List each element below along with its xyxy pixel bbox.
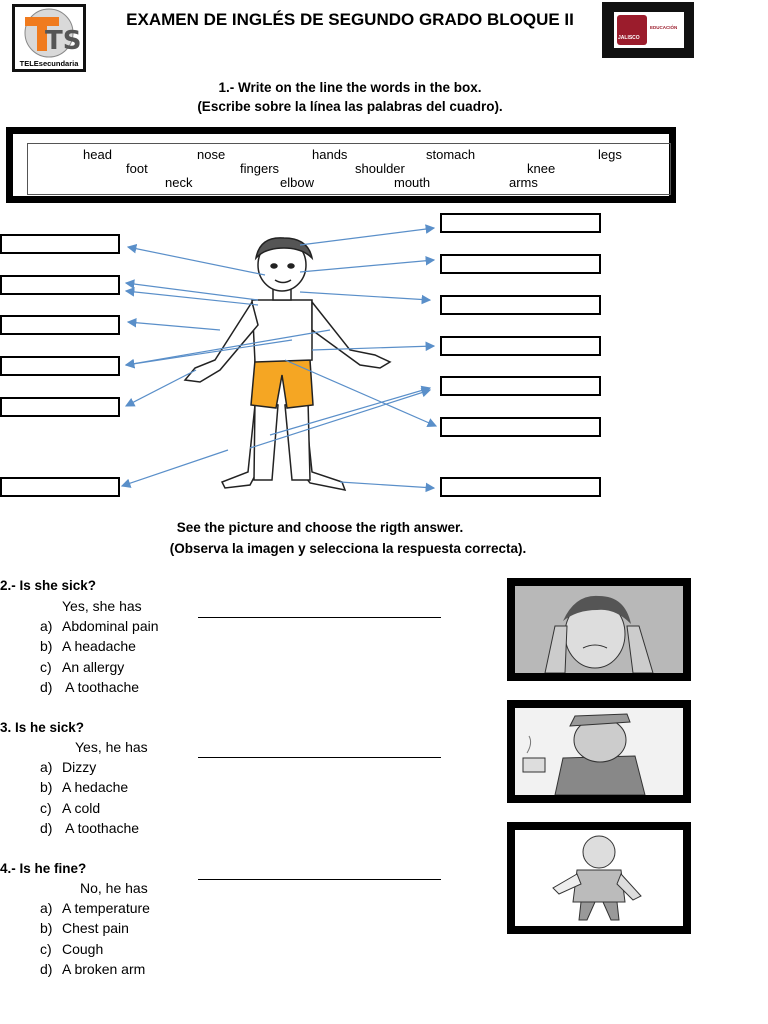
word-item: knee	[527, 161, 556, 176]
word-item: stomach	[426, 147, 476, 162]
instruction-1-es: (Escribe sobre la línea las palabras del cuadro).	[197, 99, 503, 114]
instruction-2-en: See the picture and choose the rigth answer.	[176, 520, 464, 535]
option-a[interactable]: a) A temperature	[40, 900, 150, 916]
jalisco-sub: EDUCACIÓN	[650, 25, 678, 30]
boy-figure	[185, 238, 390, 490]
option-a[interactable]: a) Abdominal pain	[40, 618, 159, 634]
jalisco-logo	[602, 2, 694, 58]
word-item: shoulder	[355, 161, 405, 176]
answer-box-right-1[interactable]	[440, 213, 601, 233]
photo-man-cold	[507, 700, 691, 803]
answer-line[interactable]	[198, 617, 441, 618]
question-title: 3. Is he sick?	[0, 720, 85, 735]
answer-box-left-1[interactable]	[0, 234, 120, 254]
word-item: mouth	[394, 175, 431, 190]
telesecundaria-logo	[12, 4, 86, 72]
answer-box-left-6[interactable]	[0, 477, 120, 497]
option-b[interactable]: b) A headache	[40, 638, 136, 654]
word-item: head	[83, 147, 112, 162]
word-item: elbow	[280, 175, 314, 190]
option-c[interactable]: c) A cold	[40, 800, 101, 816]
option-b[interactable]: b) A hedache	[40, 779, 129, 795]
jalisco-label: JALISCO	[618, 35, 640, 41]
page-title: EXAMEN DE INGLÉS DE SEGUNDO GRADO BLOQUE II	[126, 10, 574, 29]
option-c[interactable]: c) Cough	[40, 941, 104, 957]
word-box-inner	[27, 143, 671, 195]
question-response: Yes, she has	[62, 598, 142, 614]
answer-box-left-3[interactable]	[0, 315, 120, 335]
option-b[interactable]: b) Chest pain	[40, 920, 129, 936]
answer-box-right-4[interactable]	[440, 336, 601, 356]
answer-box-right-5[interactable]	[440, 376, 601, 396]
option-d[interactable]: d) A broken arm	[40, 961, 146, 977]
answer-box-left-5[interactable]	[0, 397, 120, 417]
word-item: foot	[126, 161, 148, 176]
option-a[interactable]: a) Dizzy	[40, 759, 97, 775]
photo-woman-headache	[507, 578, 691, 681]
word-item: neck	[165, 175, 193, 190]
answer-box-right-7[interactable]	[440, 477, 601, 497]
word-item: arms	[509, 175, 538, 190]
question-title: 2.- Is she sick?	[0, 578, 97, 593]
word-item: hands	[312, 147, 348, 162]
option-d[interactable]: d) A toothache	[40, 820, 140, 836]
question-title: 4.- Is he fine?	[0, 861, 87, 876]
question-response: Yes, he has	[75, 739, 148, 755]
instruction-2-es: (Observa la imagen y selecciona la respuesta correcta).	[169, 541, 527, 556]
answer-box-right-2[interactable]	[440, 254, 601, 274]
word-item: fingers	[240, 161, 280, 176]
answer-box-left-4[interactable]	[0, 356, 120, 376]
answer-line[interactable]	[198, 757, 441, 758]
question-response: No, he has	[80, 880, 148, 896]
logo-caption: TELEsecundaria	[19, 59, 79, 68]
option-c[interactable]: c) An allergy	[40, 659, 125, 675]
word-item: nose	[197, 147, 226, 162]
word-box	[6, 127, 676, 203]
instruction-1-en: 1.- Write on the line the words in the box.	[218, 80, 482, 95]
answer-box-left-2[interactable]	[0, 275, 120, 295]
answer-box-right-3[interactable]	[440, 295, 601, 315]
photo-boy-broken-arm	[507, 822, 691, 934]
answer-line[interactable]	[198, 879, 441, 880]
logo-letters: TS	[45, 26, 82, 56]
word-item: legs	[598, 147, 622, 162]
answer-box-right-6[interactable]	[440, 417, 601, 437]
option-d[interactable]: d) A toothache	[40, 679, 140, 695]
